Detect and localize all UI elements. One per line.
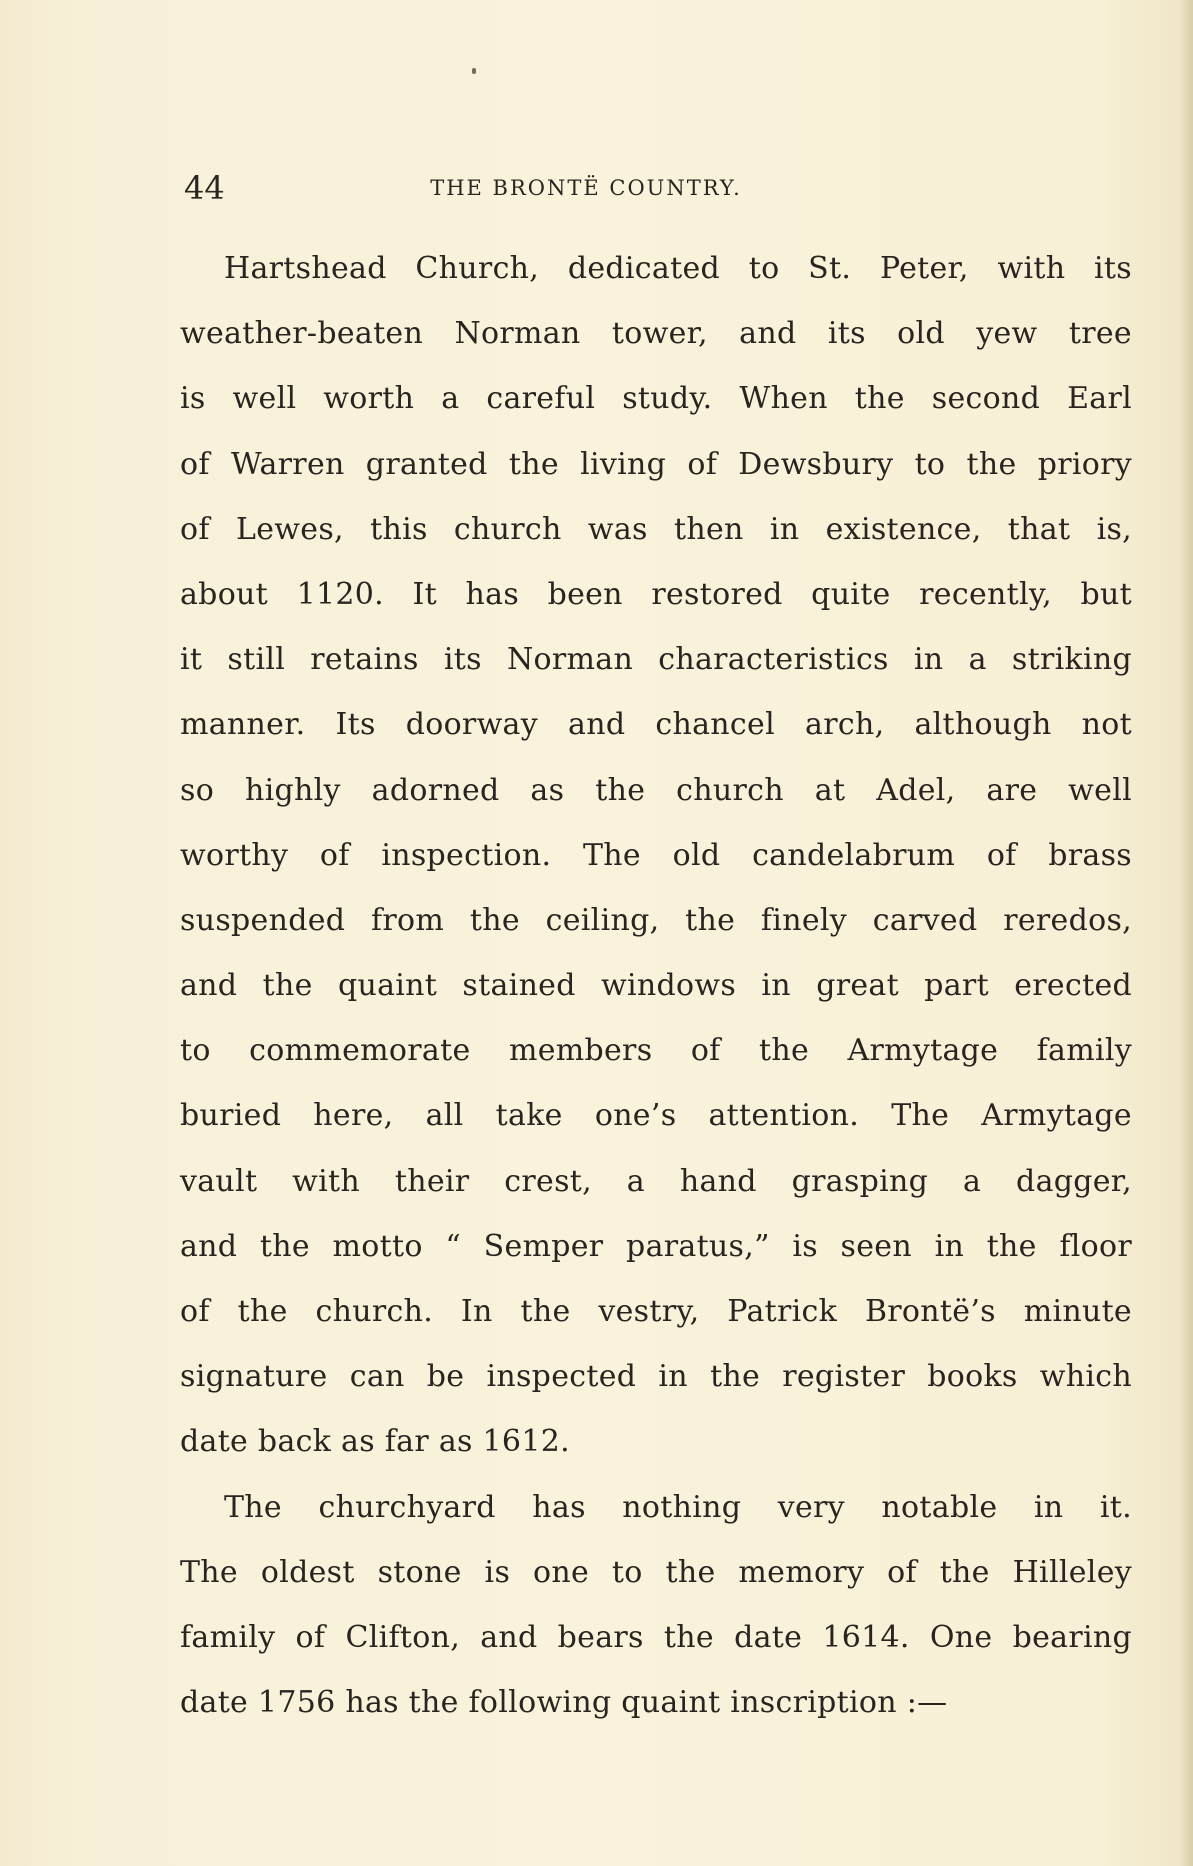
text-line: worthy of inspection. The old candelabrum of brass [180, 837, 1132, 873]
text-line: manner. Its doorway and chancel arch, although not [180, 707, 1132, 743]
body-text [180, 236, 1140, 1735]
page-edge-shadow [1179, 0, 1193, 1866]
text-line: vault with their crest, a hand grasping a dagger, [180, 1163, 1132, 1199]
text-line: of Warren granted the living of Dewsbury to the priory [180, 446, 1132, 482]
text-line: family of Clifton, and bears the date 1614. One bearing [180, 1619, 1132, 1655]
paragraph-1 [180, 236, 1140, 1475]
text-line: to commemorate members of the Armytage family [180, 1033, 1132, 1069]
text-line: The churchyard has nothing very notable in it. [224, 1489, 1132, 1525]
text-line: it still retains its Norman characteristics in a striking [180, 642, 1132, 678]
text-line: buried here, all take one’s attention. The Armytage [180, 1098, 1132, 1134]
text-line: date back as far as 1612. [180, 1424, 570, 1460]
paragraph-2 [180, 1475, 1140, 1736]
text-line: and the motto “ Semper paratus,” is seen in the floor [180, 1228, 1132, 1264]
text-line: date 1756 has the following quaint inscription :— [180, 1685, 948, 1721]
running-title: THE BRONTË COUNTRY. [430, 176, 742, 200]
text-line: is well worth a careful study. When the second Earl [180, 381, 1132, 417]
text-line: and the quaint stained windows in great part erected [180, 968, 1132, 1004]
page-number: 44 [184, 169, 225, 207]
text-line: suspended from the ceiling, the finely carved reredos, [180, 902, 1132, 938]
text-line: signature can be inspected in the register books which [180, 1359, 1132, 1395]
ink-speck [472, 68, 476, 74]
text-line: The oldest stone is one to the memory of the Hilleley [180, 1554, 1132, 1590]
text-line: weather-beaten Norman tower, and its old yew tree [180, 316, 1132, 352]
text-line: of Lewes, this church was then in existence, that is, [180, 511, 1132, 547]
text-line: about 1120. It has been restored quite recently, but [180, 576, 1132, 612]
text-line: Hartshead Church, dedicated to St. Peter, with its [224, 251, 1132, 286]
text-line: so highly adorned as the church at Adel, are well [180, 772, 1132, 808]
text-line: of the church. In the vestry, Patrick Brontë’s minute [180, 1294, 1132, 1329]
running-head [184, 168, 848, 208]
